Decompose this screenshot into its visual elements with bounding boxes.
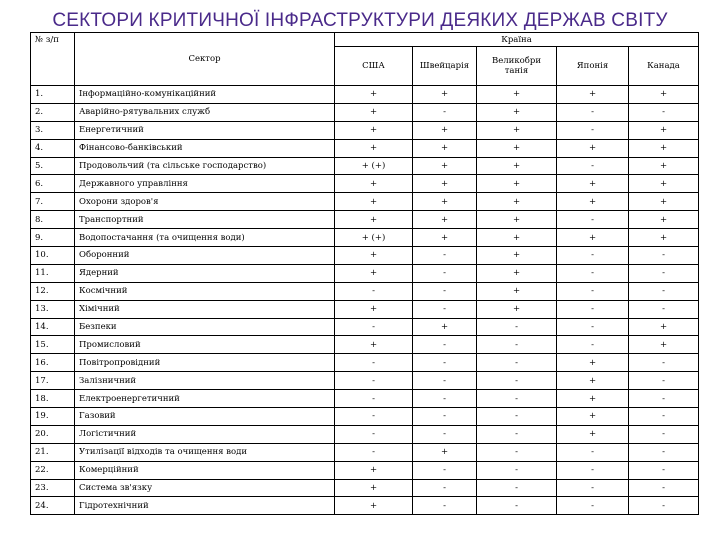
row-number: 10. [31,247,75,265]
table-row [31,461,699,479]
country-mark: - [557,497,629,515]
country-mark: + [413,121,477,139]
country-mark: - [413,282,477,300]
country-mark: + [629,86,699,104]
sector-name: Газовий [75,408,335,426]
table-row [31,264,699,282]
table-row [31,372,699,390]
country-mark: - [335,318,413,336]
table-row [31,425,699,443]
row-number: 23. [31,479,75,497]
table-row [31,157,699,175]
country-mark: + [335,139,413,157]
sector-name: Ядерний [75,264,335,282]
row-number: 3. [31,121,75,139]
country-mark: + [477,121,557,139]
sector-name: Енергетичний [75,121,335,139]
row-number: 16. [31,354,75,372]
country-mark: - [557,318,629,336]
country-mark: - [477,372,557,390]
table-row [31,497,699,515]
header-country-uk: Великобри танія [477,47,557,86]
country-mark: - [413,461,477,479]
header-country-japan: Японія [557,47,629,86]
row-number: 11. [31,264,75,282]
country-mark: + [629,318,699,336]
country-mark: + [557,408,629,426]
country-mark: - [477,354,557,372]
table-row [31,443,699,461]
header-country-canada: Канада [629,47,699,86]
country-mark: - [557,264,629,282]
country-mark: + [557,229,629,247]
country-mark: + [477,247,557,265]
country-mark: + [335,336,413,354]
row-number: 17. [31,372,75,390]
country-mark: - [477,318,557,336]
country-mark: - [629,497,699,515]
country-mark: + [557,425,629,443]
country-mark: + [413,443,477,461]
country-mark: - [413,479,477,497]
sector-name: Продовольчий (та сільське господарство) [75,157,335,175]
header-num: № з/п [31,33,75,86]
country-mark: - [335,354,413,372]
country-mark: - [335,390,413,408]
sector-name: Фінансово-банківський [75,139,335,157]
sector-name: Державного управління [75,175,335,193]
country-mark: - [413,354,477,372]
table-row [31,175,699,193]
country-mark: + [557,139,629,157]
row-number: 12. [31,282,75,300]
country-mark: + [413,86,477,104]
country-mark: - [629,300,699,318]
country-mark: - [557,103,629,121]
country-mark: - [557,247,629,265]
country-mark: + [335,175,413,193]
row-number: 20. [31,425,75,443]
country-mark: + (+) [335,157,413,175]
country-mark: + [335,247,413,265]
country-mark: + [629,139,699,157]
country-mark: + [557,193,629,211]
country-mark: - [335,408,413,426]
country-mark: - [629,425,699,443]
country-mark: + [477,175,557,193]
country-mark: + [629,193,699,211]
country-mark: + [477,300,557,318]
country-mark: + [629,211,699,229]
country-mark: + [413,139,477,157]
sector-name: Залізничний [75,372,335,390]
country-mark: - [413,247,477,265]
country-mark: - [413,390,477,408]
country-mark: + [477,86,557,104]
country-mark: - [413,336,477,354]
infrastructure-table [30,32,699,515]
table-row [31,300,699,318]
country-mark: - [629,443,699,461]
country-mark: - [629,479,699,497]
table-row [31,282,699,300]
country-mark: + [335,497,413,515]
country-mark: - [477,479,557,497]
country-mark: - [335,372,413,390]
country-mark: - [557,300,629,318]
country-mark: - [557,461,629,479]
table-row [31,211,699,229]
country-mark: + [557,175,629,193]
table-row [31,193,699,211]
country-mark: - [413,103,477,121]
row-number: 15. [31,336,75,354]
sector-name: Хімічний [75,300,335,318]
table-row [31,139,699,157]
country-mark: - [335,282,413,300]
sector-name: Промисловий [75,336,335,354]
country-mark: + [557,86,629,104]
country-mark: + [477,282,557,300]
table-row [31,336,699,354]
country-mark: - [629,247,699,265]
row-number: 21. [31,443,75,461]
country-mark: - [335,425,413,443]
country-mark: - [413,425,477,443]
country-mark: + [335,193,413,211]
country-mark: + [629,175,699,193]
country-mark: - [413,372,477,390]
country-mark: + (+) [335,229,413,247]
country-mark: - [477,408,557,426]
country-mark: + [477,211,557,229]
country-mark: + [335,461,413,479]
row-number: 5. [31,157,75,175]
country-mark: + [477,103,557,121]
country-mark: - [557,443,629,461]
table-row [31,86,699,104]
country-mark: + [557,354,629,372]
row-number: 19. [31,408,75,426]
country-mark: - [413,300,477,318]
country-mark: - [477,336,557,354]
row-number: 9. [31,229,75,247]
page-title: СЕКТОРИ КРИТИЧНОЇ ІНФРАСТРУКТУРИ ДЕЯКИХ ДЕРЖАВ СВІТУ [52,10,668,31]
sector-name: Оборонний [75,247,335,265]
country-mark: - [629,461,699,479]
country-mark: + [335,211,413,229]
country-mark: + [629,229,699,247]
country-mark: + [335,264,413,282]
sector-name: Аварійно-рятувальних служб [75,103,335,121]
country-mark: - [557,121,629,139]
sector-name: Система зв'язку [75,479,335,497]
country-mark: + [335,86,413,104]
row-number: 6. [31,175,75,193]
country-mark: + [413,318,477,336]
header-sector: Сектор [75,33,335,86]
sector-name: Логістичний [75,425,335,443]
country-mark: - [629,264,699,282]
country-mark: - [557,336,629,354]
table-row [31,229,699,247]
country-mark: - [477,443,557,461]
country-mark: - [629,408,699,426]
country-mark: - [629,390,699,408]
sector-name: Інформаційно-комунікаційний [75,86,335,104]
table-row [31,479,699,497]
country-mark: + [413,175,477,193]
sector-name: Безпеки [75,318,335,336]
country-mark: + [413,157,477,175]
country-mark: + [477,139,557,157]
row-number: 7. [31,193,75,211]
country-mark: + [477,229,557,247]
country-mark: - [335,443,413,461]
row-number: 14. [31,318,75,336]
country-mark: + [413,229,477,247]
sector-name: Водопостачання (та очищення води) [75,229,335,247]
country-mark: - [629,103,699,121]
country-mark: + [477,193,557,211]
sector-name: Електроенергетичний [75,390,335,408]
country-mark: + [413,211,477,229]
country-mark: - [477,390,557,408]
country-mark: + [335,479,413,497]
country-mark: + [477,157,557,175]
table-row [31,103,699,121]
country-mark: - [557,282,629,300]
country-mark: + [477,264,557,282]
country-mark: + [557,372,629,390]
table-row [31,318,699,336]
table-row [31,121,699,139]
table-row [31,408,699,426]
country-mark: - [629,354,699,372]
sector-name: Повітропровідний [75,354,335,372]
country-mark: - [477,497,557,515]
header-country-group: Країна [335,33,699,47]
country-mark: + [335,103,413,121]
country-mark: + [629,336,699,354]
country-mark: + [413,193,477,211]
row-number: 24. [31,497,75,515]
table-row [31,390,699,408]
sector-name: Комерційний [75,461,335,479]
country-mark: - [413,264,477,282]
row-number: 2. [31,103,75,121]
country-mark: - [557,211,629,229]
country-mark: + [335,300,413,318]
country-mark: - [477,461,557,479]
country-mark: - [629,282,699,300]
header-country-switzerland: Швейцарія [413,47,477,86]
country-mark: - [557,479,629,497]
country-mark: + [629,157,699,175]
row-number: 4. [31,139,75,157]
row-number: 8. [31,211,75,229]
sector-name: Космічний [75,282,335,300]
sector-name: Утилізації відходів та очищення води [75,443,335,461]
row-number: 13. [31,300,75,318]
country-mark: + [629,121,699,139]
country-mark: - [413,497,477,515]
sector-name: Транспортний [75,211,335,229]
country-mark: - [477,425,557,443]
country-mark: - [557,157,629,175]
row-number: 1. [31,86,75,104]
table-row [31,247,699,265]
row-number: 18. [31,390,75,408]
country-mark: + [335,121,413,139]
header-country-usa: США [335,47,413,86]
sector-name: Охорони здоров'я [75,193,335,211]
country-mark: - [413,408,477,426]
country-mark: + [557,390,629,408]
sector-name: Гідротехнічний [75,497,335,515]
country-mark: - [629,372,699,390]
table-row [31,354,699,372]
row-number: 22. [31,461,75,479]
